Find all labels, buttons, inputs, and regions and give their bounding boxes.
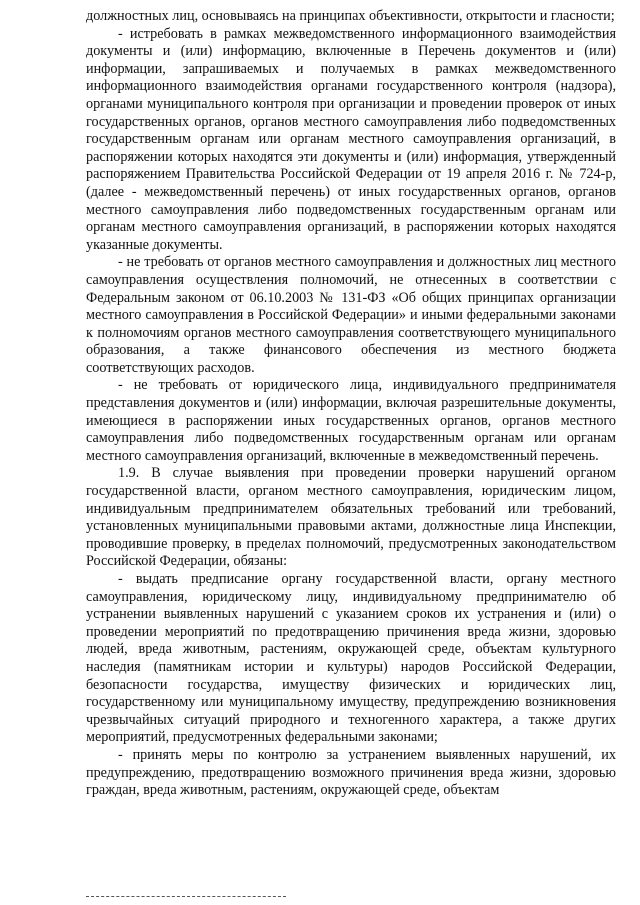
paragraph-no-document-requirement: - не требовать от юридического лица, индивидуального предпринимателя представления документов и (или) информации, включая разрешительные документы, имеющиеся в распоряжении иных государственных органов, органов местного самоуправления либо подведомственных государственным органам или органам местного самоуправления организаций, включенные в межведомственный перечень.: [86, 377, 616, 464]
paragraph-local-government-powers: - не требовать от органов местного самоуправления и должностных лиц местного самоуправления осуществления полномочий, не отнесенных в соответствии с Федеральным законом от 06.10.2003 № 131-ФЗ «Об общих принципах организации местного самоуправления в Российской Федерации» и иными федеральными законами к полномочиям органов местного самоуправления соответствующего муниципального образования, а также финансового обеспечения из местного бюджета соответствующих расходов.: [86, 254, 616, 376]
paragraph-issue-order: - выдать предписание органу государственной власти, органу местного самоуправления, юридическому лицу, индивидуальному предпринимателю об устранении выявленных нарушений с указанием сроков их устранения и (или) о проведении мероприятий по предотвращению причинения вреда жизни, здоровью людей, вреда животным, растениям, окружающей среде, объектам культурного наследия (памятникам истории и культуры) народов Российской Федерации, безопасности государства, имуществу физических и юридических лиц, государственному или муниципальному имуществу, предупреждению возникновения чрезвычайных ситуаций природного и техногенного характера, а также других мероприятий, предусмотренных федеральными законами;: [86, 571, 616, 746]
paragraph-section-1-9: 1.9. В случае выявления при проведении проверки нарушений органом государственной власти, органом местного самоуправления, юридическим лицом, индивидуальным предпринимателем обязательных требований или требований, установленных муниципальными правовыми актами, должностные лица Инспекции, проводившие проверку, в пределах полномочий, предусмотренных законодательством Российской Федерации, обязаны:: [86, 465, 616, 570]
paragraph-request-documents: - истребовать в рамках межведомственного информационного взаимодействия документы и (или) информацию, включенные в Перечень документов и (или) информации, запрашиваемых и получаемых в рамках межведомственного информационного взаимодействия органами государственного контроля (надзора), органами муниципального контроля при организации и проведении проверок от иных государственных органов, органов местного самоуправления либо подведомственных государственным органам или органам местного самоуправления организаций, в распоряжении которых находятся эти документы и (или) информация, утвержденный распоряжением Правительства Российской Федерации от 19 апреля 2016 г. № 724-р, (далее - межведомственный перечень) от иных государственных органов, органов местного самоуправления либо подведомственных государственным органам или органам местного самоуправления организаций, в распоряжении которых находятся указанные документы.: [86, 25, 616, 253]
footnote-separator: [86, 896, 286, 897]
paragraph-continuation: должностных лиц, основываясь на принципах объективности, открытости и гласности;: [86, 8, 615, 24]
paragraph-take-measures: - принять меры по контролю за устранением выявленных нарушений, их предупреждению, предотвращению возможного причинения вреда жизни, здоровью граждан, вреда животным, растениям, окружающей среде, объектам: [86, 746, 616, 799]
